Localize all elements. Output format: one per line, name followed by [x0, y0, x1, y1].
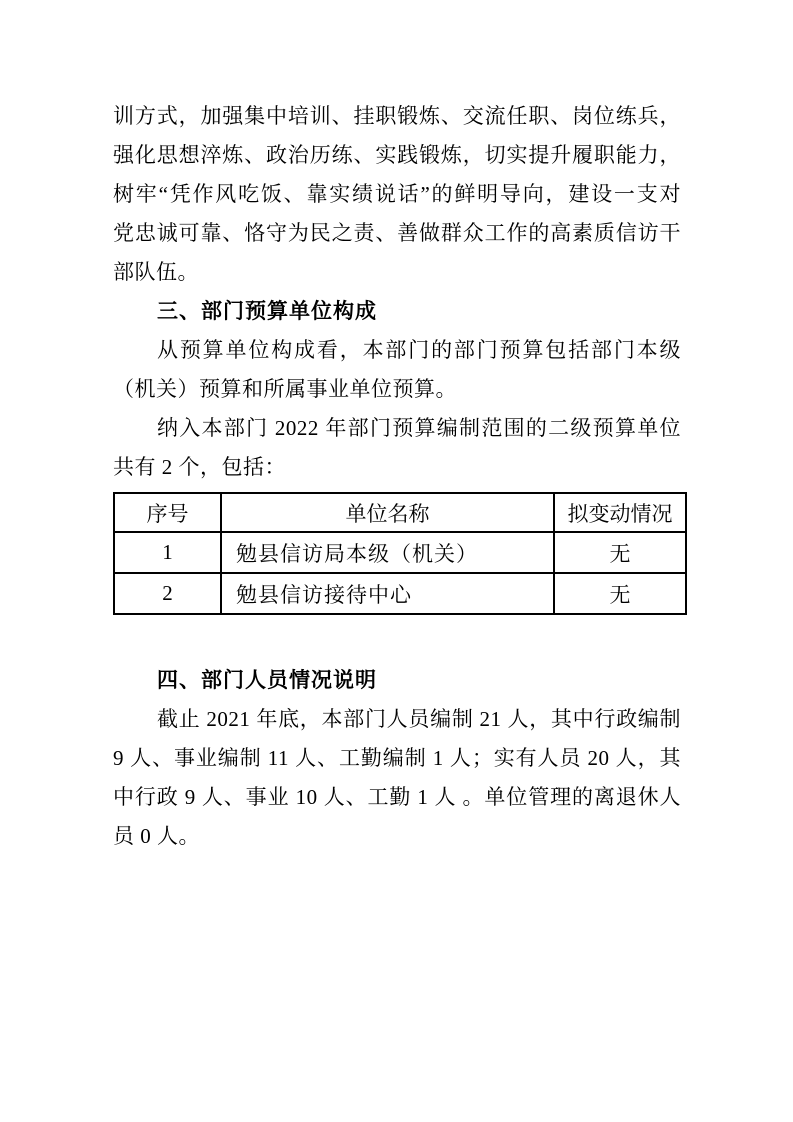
table-header-cell: 序号: [114, 493, 221, 532]
document-body: [113, 97, 681, 856]
table-cell: 2: [114, 573, 221, 614]
text-line: 截止 2021 年底，本部门人员编制 21 人，其中行政编制: [157, 707, 681, 731]
table-cell: 1: [114, 532, 221, 573]
table-row: [114, 532, 686, 573]
table-header-cell: 单位名称: [221, 493, 554, 532]
table-row: [114, 573, 686, 614]
text-line: 部队伍。: [113, 260, 199, 284]
heading-section-3: 三、部门预算单位构成: [157, 299, 377, 323]
paragraph-cadre-training: [113, 97, 681, 292]
table-cell: 勉县信访局本级（机关）: [221, 532, 554, 573]
text-line: 9 人、事业编制 11 人、工勤编制 1 人；实有人员 20 人，其: [113, 746, 681, 770]
text-line: 党忠诚可靠、恪守为民之责、善做群众工作的高素质信访干: [113, 221, 681, 245]
table-body: [114, 532, 686, 614]
table-header-row: [114, 493, 686, 532]
text-line: 员 0 人。: [113, 824, 200, 848]
table-cell: 无: [554, 532, 686, 573]
heading-section-4: 四、部门人员情况说明: [157, 668, 377, 692]
table-head: [114, 493, 686, 532]
table-cell: 无: [554, 573, 686, 614]
table-header-cell: 拟变动情况: [554, 493, 686, 532]
paragraph-personnel: [113, 700, 681, 856]
text-line: 训方式，加强集中培训、挂职锻炼、交流任职、岗位练兵，: [113, 104, 681, 128]
table-cell: 勉县信访接待中心: [221, 573, 554, 614]
text-line: 共有 2 个，包括：: [113, 455, 286, 479]
budget-units-table: [113, 492, 687, 615]
text-line: 中行政 9 人、事业 10 人、工勤 1 人 。单位管理的离退休人: [113, 785, 681, 809]
text-line: 从预算单位构成看，本部门的部门预算包括部门本级: [157, 338, 681, 362]
text-line: 强化思想淬炼、政治历练、实践锻炼，切实提升履职能力，: [113, 143, 681, 167]
text-line: 纳入本部门 2022 年部门预算编制范围的二级预算单位: [157, 416, 681, 440]
paragraph-budget-units-count: [113, 409, 681, 487]
text-line: （机关）预算和所属事业单位预算。: [113, 377, 457, 401]
text-line: 树牢“凭作风吃饭、靠实绩说话”的鲜明导向，建设一支对: [113, 182, 681, 206]
paragraph-budget-composition: [113, 331, 681, 409]
